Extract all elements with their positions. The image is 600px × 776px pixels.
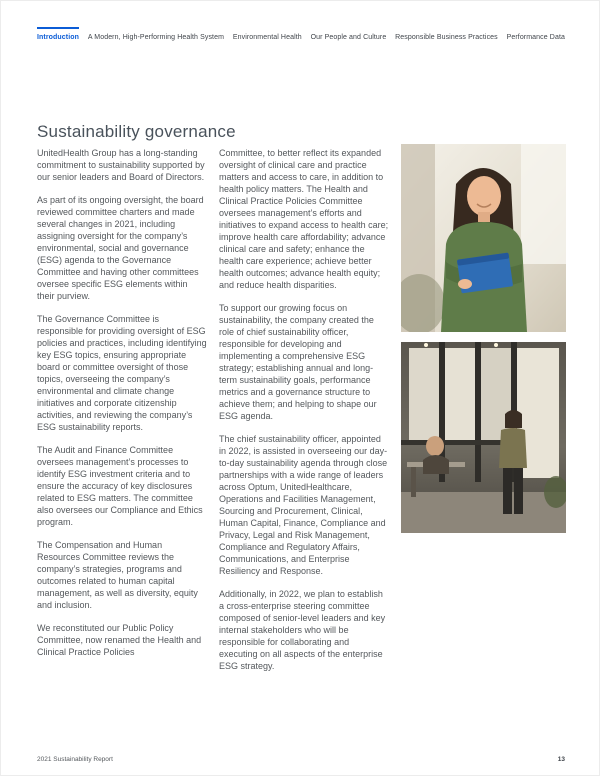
nav-tab-responsible-business[interactable]: Responsible Business Practices [395, 34, 498, 41]
paragraph: As part of its ongoing oversight, the board reviewed committee charters and made several changes in 2021, including assigning oversight for the company’s environmental, social and governance (ESG) agenda to the Governance Committee and having other committees oversee specific ESG elements within their purview. [37, 195, 204, 301]
paragraph: We reconstituted our Public Policy Committee, now renamed the Health and Clinical Practice Policies [37, 623, 202, 657]
paragraph: Committee, to better reflect its expanded oversight of clinical care and practice matters and access to care, in addition to health policy matters. The Health and Clinical Practice Policies Committee oversees management’s efforts and initiatives to expand access to health care; improve health care affordability; advance clinical care and safety; enhance the health care experience; achieve better health outcomes; advance health equity; and reduce health disparities. [219, 148, 389, 290]
footer-page-number: 13 [557, 756, 565, 763]
paragraph: Additionally, in 2022, we plan to establish a cross-enterprise steering committee composed of senior-level leaders and key internal stakeholders who will be responsible for collaborating and executing on all aspects of the enterprise ESG strategy. [219, 589, 386, 671]
photo-office-scene [401, 342, 566, 533]
footer-report-title: 2021 Sustainability Report [37, 756, 113, 763]
page-footer [37, 756, 565, 763]
nav-tab-environmental-health[interactable]: Environmental Health [232, 34, 302, 41]
text-column-left [37, 147, 207, 669]
page-title: Sustainability governance [37, 122, 236, 142]
text-column-middle [219, 147, 389, 683]
paragraph: To support our growing focus on sustainability, the company created the role of chief sustainability officer, responsible for developing and implementing a comprehensive ESG strategy; establishing annual and long-term sustainability goals, performance metrics and a governance structure to achieve them; and helping to shape our ESG agenda. [219, 303, 377, 421]
nav-tab-introduction[interactable]: Introduction [37, 27, 79, 41]
paragraph: UnitedHealth Group has a long-standing commitment to sustainability supported by our senior leaders and Board of Directors. [37, 148, 205, 182]
photo-woman-illustration [401, 144, 566, 332]
top-nav [37, 27, 565, 41]
nav-tab-people-culture[interactable]: Our People and Culture [310, 34, 387, 41]
photo-office-illustration [401, 342, 566, 533]
photo-woman-green-sweater [401, 144, 566, 332]
paragraph: The Audit and Finance Committee oversees management’s processes to identify ESG investment criteria and to ensure the accuracy of key disclosures related to ESG matters. The committee also oversees our Compliance and Ethics program. [37, 445, 203, 527]
nav-tab-modern-health-system[interactable]: A Modern, High-Performing Health System [87, 34, 225, 41]
paragraph: The chief sustainability officer, appointed in 2022, is assisted in overseeing our day-to-day sustainability agenda through close partnerships with a wide range of leaders across Optum, UnitedHealthcare, Operations and Facilities Management, Sourcing and Procurement, Clinical, Human Capital, Finance, Compliance and Privacy, Legal and Risk Management, Compliance and Regulatory Affairs, Communications, and Enterprise Resiliency and Response. [219, 434, 388, 576]
nav-tab-performance-data[interactable]: Performance Data [506, 34, 565, 41]
paragraph: The Governance Committee is responsible for providing oversight of ESG policies and practices, including identifying key ESG topics, ensuring appropriate board or committee oversight of those topics, overseeing the company’s environmental and climate change initiatives and corporate citizenship activities, and reviewing the company’s ESG sustainability reports. [37, 314, 207, 432]
paragraph: The Compensation and Human Resources Committee reviews the company’s strategies, programs and outcomes related to human capital management, as well as diversity, equity and inclusion. [37, 540, 198, 610]
